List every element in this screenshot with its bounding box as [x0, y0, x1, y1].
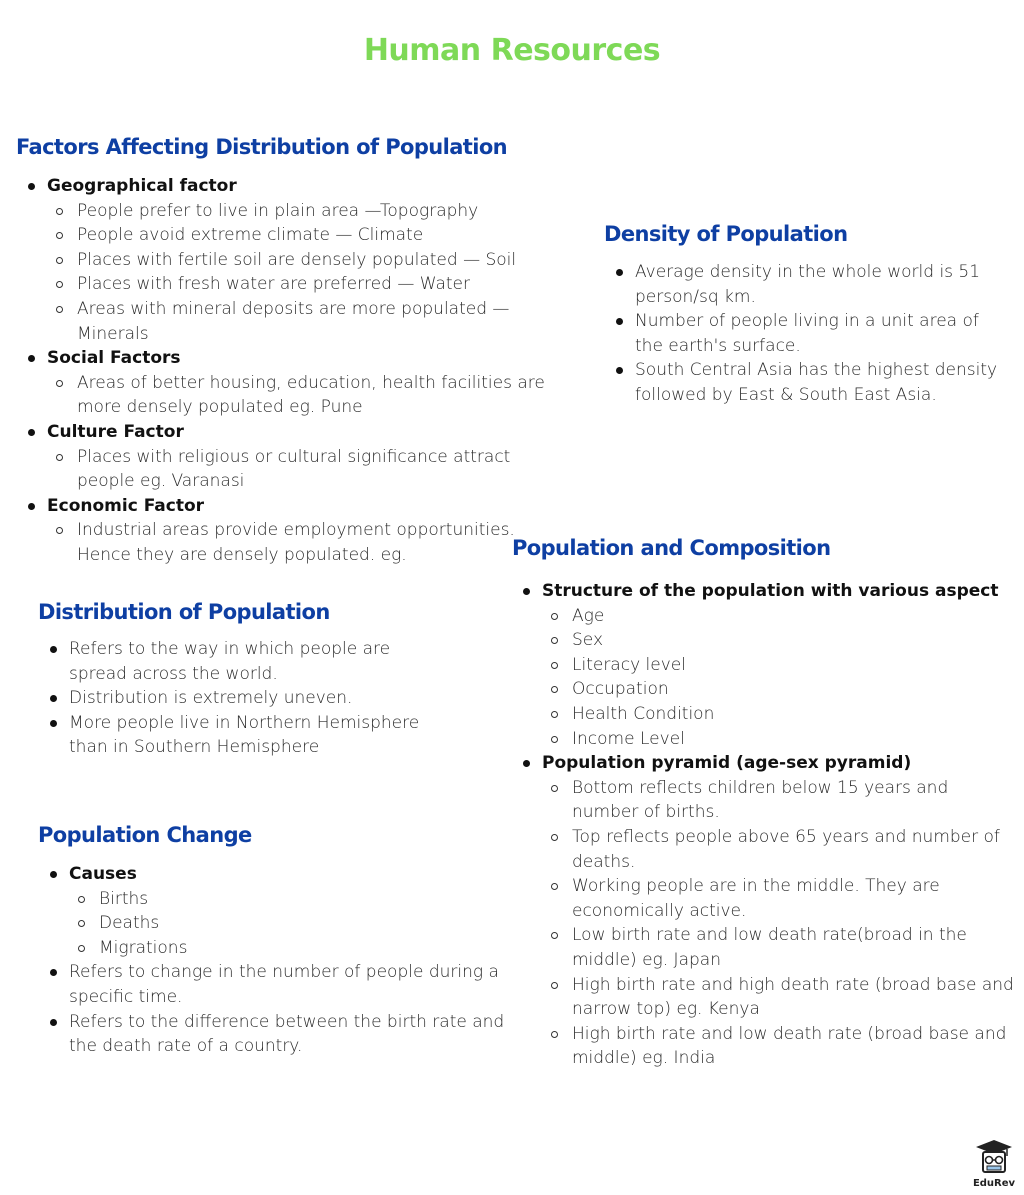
composition-section — [520, 579, 1014, 1071]
list-item: Literacy level — [542, 653, 1014, 678]
list-item: South Central Asia has the highest density followed by East & South East Asia. — [613, 358, 998, 407]
list-item: Sex — [542, 628, 1014, 653]
list-item — [520, 751, 1014, 1071]
factor-label: Geographical factor — [47, 176, 237, 196]
list-item: Bottom reflects children below 15 years and number of births. — [542, 776, 1014, 825]
change-heading: Population Change — [38, 823, 252, 847]
list-item — [47, 862, 537, 960]
list-item: Deaths — [69, 911, 537, 936]
list-item: Refers to the way in which people are spread across the world. — [47, 637, 452, 686]
list-item: Age — [542, 604, 1014, 629]
list-item: Low birth rate and low death rate(broad in the middle) eg. Japan — [542, 923, 1014, 972]
density-section — [613, 260, 998, 408]
structure-label: Structure of the population with various aspect — [542, 581, 999, 601]
list-item — [25, 494, 565, 568]
pyramid-label: Population pyramid (age-sex pyramid) — [542, 753, 912, 774]
list-item: High birth rate and high death rate (broad base and narrow top) eg. Kenya — [542, 973, 1014, 1022]
list-item: Migrations — [69, 936, 537, 961]
list-item: Births — [69, 887, 537, 912]
logo-text: EduRev — [972, 1178, 1016, 1189]
graduation-cap-icon — [974, 1138, 1014, 1174]
list-item: Number of people living in a unit area of the earth's surface. — [613, 309, 998, 358]
list-item: Refers to the difference between the birth rate and the death rate of a country. — [47, 1010, 537, 1059]
causes-label: Causes — [69, 864, 137, 884]
list-item: Places with fertile soil are densely populated — Soil — [47, 248, 565, 273]
list-item: Places with fresh water are preferred — Water — [47, 272, 565, 297]
list-item — [25, 346, 565, 420]
list-item: Occupation — [542, 677, 1014, 702]
list-item — [520, 579, 1014, 751]
distribution-heading: Distribution of Population — [38, 600, 330, 624]
list-item: People prefer to live in plain area —Topography — [47, 199, 565, 224]
factors-heading: Factors Affecting Distribution of Population — [16, 135, 508, 159]
list-item: Health Condition — [542, 702, 1014, 727]
factors-section — [25, 174, 565, 568]
list-item: Places with religious or cultural significance attract people eg. Varanasi — [47, 445, 565, 494]
list-item: Areas with mineral deposits are more populated — Minerals — [47, 297, 565, 346]
list-item — [25, 420, 565, 494]
density-heading: Density of Population — [604, 222, 848, 246]
factor-label: Culture Factor — [47, 421, 184, 442]
list-item: Working people are in the middle. They are economically active. — [542, 874, 1014, 923]
list-item: Average density in the whole world is 51 person/sq km. — [613, 260, 998, 309]
list-item: People avoid extreme climate — Climate — [47, 223, 565, 248]
factor-label: Social Factors — [47, 348, 181, 369]
edurev-logo — [972, 1138, 1016, 1189]
list-item: Distribution is extremely uneven. — [47, 686, 452, 711]
distribution-section — [47, 637, 452, 760]
composition-heading: Population and Composition — [512, 536, 831, 560]
list-item: Industrial areas provide employment opportunities. Hence they are densely populated. eg. — [47, 518, 565, 567]
list-item: Income Level — [542, 727, 1014, 752]
page-title: Human Resources — [363, 33, 661, 68]
list-item — [25, 174, 565, 346]
factor-label: Economic Factor — [47, 495, 205, 516]
list-item: Top reflects people above 65 years and number of deaths. — [542, 825, 1014, 874]
change-section — [47, 862, 537, 1059]
list-item: High birth rate and low death rate (broad base and middle) eg. India — [542, 1022, 1014, 1071]
list-item: More people live in Northern Hemisphere than in Southern Hemisphere — [47, 711, 452, 760]
list-item: Areas of better housing, education, health facilities are more densely populated eg. Pune — [47, 371, 565, 420]
list-item: Refers to change in the number of people during a specific time. — [47, 960, 537, 1009]
